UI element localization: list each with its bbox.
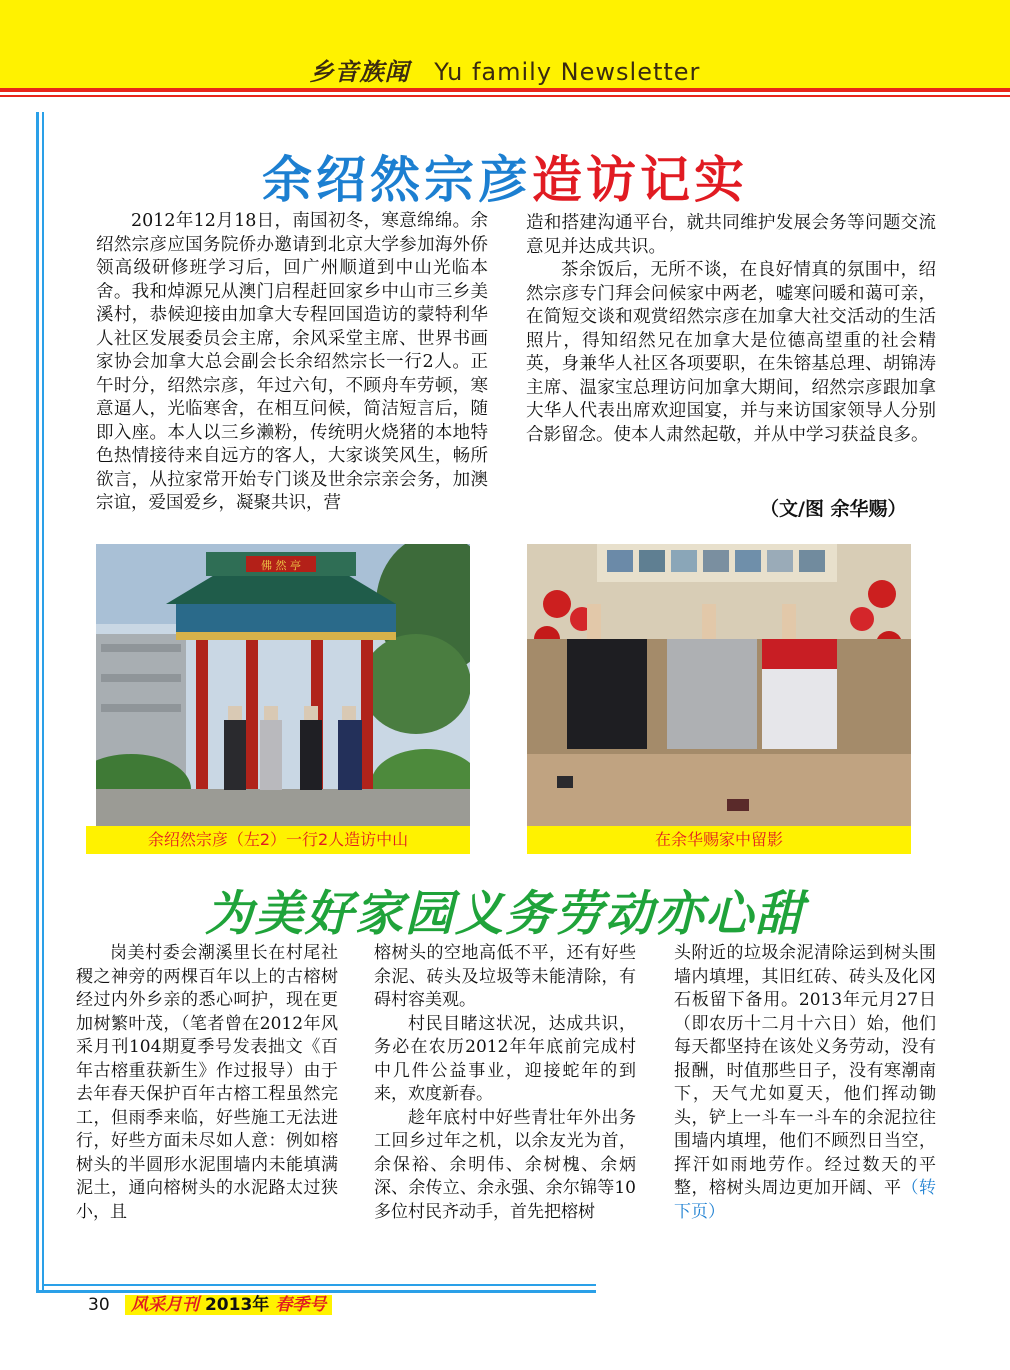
article1-paragraph: 茶余饭后，无所不谈，在良好情真的氛围中，绍然宗彦专门拜会问候家中两老，嘘寒问暖和蔼可亲，在简短交谈和观赏绍然宗彦在加拿大社交活动的生活照片，得知绍然兄在加拿大是位德高望重的社会精英，身兼华人社区各项要职，在朱镕基总理、胡锦涛主席、温家宝总理访问加拿大期间，绍然宗彦跟加拿大华人代表出席欢迎国宴，并与来访国家领导人分别合影留念。使本人肃然起敬，并从中学习获益良多。 bbox=[526, 260, 936, 445]
article1-column-1 bbox=[96, 210, 488, 516]
pavilion-sign-text: 佛 然 亭 bbox=[261, 559, 301, 572]
bottom-border-inner bbox=[42, 1284, 596, 1286]
left-border-inner bbox=[42, 112, 44, 1292]
magazine-issue bbox=[125, 1295, 332, 1315]
continue-link[interactable]: （转下页） bbox=[674, 1178, 936, 1222]
page-number: 30 bbox=[88, 1295, 110, 1315]
issue-season: 春季号 bbox=[275, 1295, 327, 1315]
newsletter-title-en: Yu family Newsletter bbox=[434, 58, 701, 86]
article1-paragraph: 造和搭建沟通平台，就共同维护发展会务等问题交流意见并达成共识。 bbox=[526, 213, 936, 257]
article1-title-red: 造访记实 bbox=[532, 151, 748, 209]
article2-paragraph: 趁年底村中好些青壮年外出务工回乡过年之机，以余友光为首，余保裕、余明伟、余树槐、余炳深、余传立、余永强、余尔锦等10多位村民齐动手，首先把榕树 bbox=[374, 1107, 636, 1222]
article2-paragraph: 村民目睹这状况，达成共识，务必在农历2012年年底前完成村中几件公益事业，迎接蛇年的到来，欢度新春。 bbox=[374, 1013, 636, 1104]
article1-column-2 bbox=[526, 212, 936, 447]
newsletter-title-cn: 乡音族闻 bbox=[309, 58, 410, 86]
newsletter-title bbox=[0, 52, 1010, 87]
issue-year: 2013年 bbox=[204, 1295, 270, 1315]
photo-living-room bbox=[527, 544, 911, 826]
header-rule-thick bbox=[0, 88, 1010, 92]
page-footer bbox=[88, 1290, 332, 1315]
photo-living-room-caption: 在余华赐家中留影 bbox=[527, 826, 911, 854]
article2-paragraph: 岗美村委会潮溪里长在村尾社稷之神旁的两棵百年以上的古榕树经过内外乡亲的悉心呵护，现在更加树繁叶茂，（笔者曾在2012年风采月刊104期夏季号发表拙文《百年古榕重获新生》作过报导）由于去年春天保护百年古榕工程虽然完工，但雨季来临，好些施工无法进行，好些方面未尽如人意：例如榕树头的半圆形水泥围墙内未能填满泥土，通向榕树头的水泥路太过狭小，且 bbox=[76, 943, 338, 1222]
article1-title-blue: 余绍然宗彦 bbox=[262, 151, 532, 209]
article2-column-1 bbox=[76, 942, 338, 1224]
article2-column-2 bbox=[374, 942, 636, 1224]
article1-paragraph: 2012年12月18日，南国初冬，寒意绵绵。余绍然宗彦应国务院侨办邀请到北京大学参加海外侨领高级研修班学习后，回广州顺道到中山光临本舍。我和焯源兄从澳门启程赶回家乡中山市三乡美溪村，恭候迎接由加拿大专程回国造访的蒙特利华人社区发展委员会主席，余风采堂主席、世界书画家协会加拿大总会副会长余绍然宗长一行2人。正午时分，绍然宗彦，年过六旬，不顾舟车劳顿，寒意逼人，光临寒舍，在相互问候，简洁短言后，随即入座。本人以三乡濑粉，传统明火烧猪的本地特色热情接待来自远方的客人，大家谈笑风生，畅所欲言，从拉家常开始专门谈及世余宗亲会务，加澳宗谊，爱国爱乡，凝聚共识，营 bbox=[96, 211, 488, 513]
article1-byline: （文/图 余华赐） bbox=[760, 498, 907, 520]
article1-title bbox=[0, 140, 1010, 212]
article2-column-3 bbox=[674, 942, 936, 1224]
magazine-name: 风采月刊 bbox=[131, 1295, 200, 1315]
article2-column-3-text: 头附近的垃圾余泥清除运到树头围墙内填埋，其旧红砖、砖头及化冈石板留下备用。2013年元月27日（即农历十二月十六日）始，他们每天都坚持在该处义务劳动，没有报酬，时值那些日子，没有寒潮南下，天气尤如夏天，他们挥动锄头，铲上一斗车一斗车的余泥拉往围墙内填埋，他们不顾烈日当空，挥汗如雨地劳作。经过数天的平整，榕树头周边更加开阔、平 bbox=[674, 943, 936, 1198]
photo-pavilion bbox=[96, 544, 470, 826]
article2-title: 为美好家园义务劳动亦心甜 bbox=[204, 886, 805, 942]
left-border-outer bbox=[36, 112, 39, 1292]
article2-paragraph bbox=[674, 942, 936, 1224]
photo-pavilion-caption: 余绍然宗彦（左2）一行2人造访中山 bbox=[86, 826, 470, 854]
article2-paragraph: 榕树头的空地高低不平，还有好些余泥、砖头及垃圾等未能清除，有碍村容美观。 bbox=[374, 943, 636, 1010]
header-rule-thin bbox=[0, 95, 1010, 97]
